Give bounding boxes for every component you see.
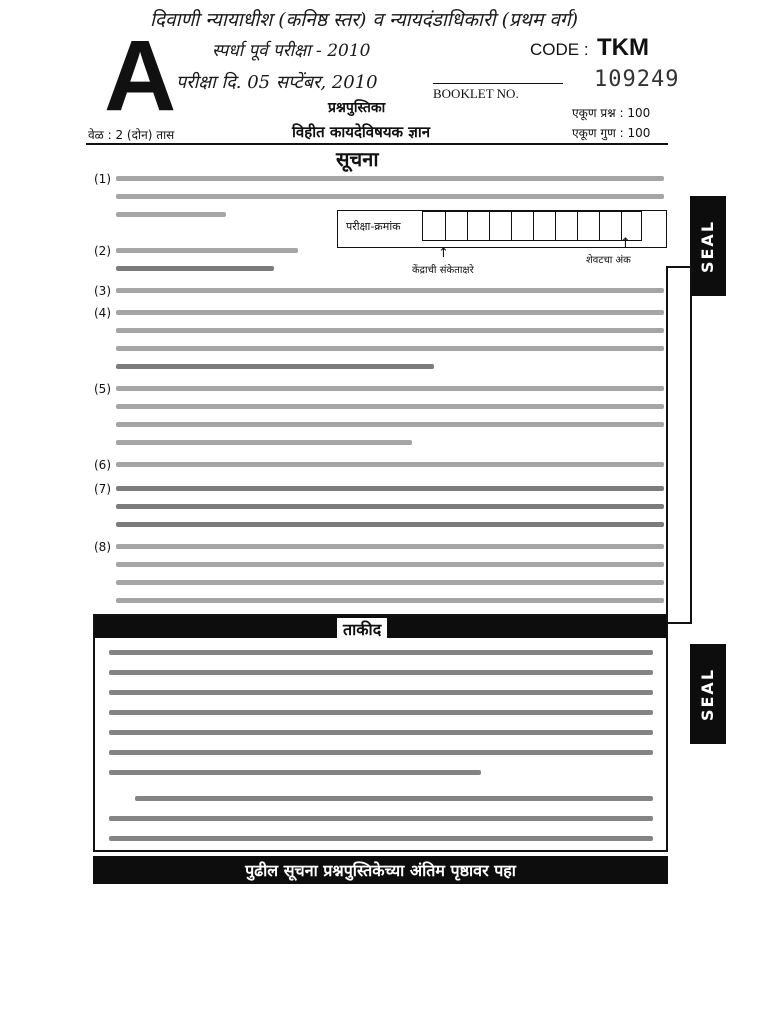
handwritten-exam-title: दिवाणी न्यायाधीश (कनिष्ठ स्तर) व न्यायदंडाधिकारी (प्रथम वर्ग) [150, 9, 579, 31]
seal-tab-bottom: SEAL [690, 644, 726, 744]
footer-banner-text: पुढील सूचना प्रश्नपुस्तिकेच्या अंतिम पृष्ठावर पहा [245, 861, 516, 880]
instruction-text-line [116, 404, 664, 409]
roll-number-grid[interactable] [422, 211, 642, 241]
instructions-heading: सूचना [336, 147, 379, 171]
total-marks: एकूण गुण : 100 [572, 126, 651, 140]
instruction-number: (4) [94, 306, 111, 320]
instruction-number: (3) [94, 284, 111, 298]
instruction-text-line [116, 364, 434, 369]
instruction-number: (2) [94, 244, 111, 258]
instruction-text-line [116, 176, 664, 181]
handwritten-exam-stage: स्पर्धा पूर्व परीक्षा - 2010 [212, 41, 371, 61]
instruction-text-line [116, 562, 664, 567]
warning-text-line [109, 836, 653, 841]
seal-instruction-strip [666, 266, 692, 624]
total-questions: एकूण प्रश्न : 100 [572, 106, 651, 120]
instruction-text-line [116, 580, 664, 585]
code-label: CODE : [530, 40, 589, 59]
instruction-text-line [116, 522, 664, 527]
instruction-text-line [116, 462, 664, 467]
center-code-label: केंद्राची संकेताक्षरे [412, 265, 474, 276]
footer-banner [93, 856, 668, 884]
warning-text-line [135, 796, 653, 801]
roll-number-label: परीक्षा-क्रमांक [346, 220, 401, 233]
instruction-text-line [116, 346, 664, 351]
roll-number-box[interactable] [337, 210, 667, 248]
instruction-number: (7) [94, 482, 111, 496]
handwritten-exam-date: परीक्षा दि. 05 सप्टेंबर, 2010 [176, 72, 378, 93]
warning-text-line [109, 670, 653, 675]
instruction-text-line [116, 266, 274, 271]
booklet-no-label: BOOKLET NO. [433, 83, 563, 102]
booklet-number: 109249 [594, 67, 680, 92]
code-value: TKM [597, 34, 649, 61]
seal-tab-top: SEAL [690, 196, 726, 296]
instruction-text-line [116, 310, 664, 315]
warning-text-line [109, 730, 653, 735]
warning-box [93, 614, 668, 852]
instruction-text-line [116, 248, 298, 253]
subject-title: विहीत कायदेविषयक ज्ञान [292, 123, 431, 141]
instruction-text-line [116, 288, 664, 293]
instruction-text-line [116, 504, 664, 509]
instruction-text-line [116, 386, 664, 391]
instruction-text-line [116, 598, 664, 603]
instruction-text-line [116, 440, 412, 445]
arrow-up-icon: ↑ [620, 236, 631, 251]
warning-heading: ताकीद [337, 618, 387, 640]
instruction-text-line [116, 422, 664, 427]
warning-text-line [109, 690, 653, 695]
instruction-number: (1) [94, 172, 111, 186]
instruction-text-line [116, 486, 664, 491]
instruction-text-line [116, 328, 664, 333]
arrow-up-icon: ↑ [438, 246, 449, 261]
duration: वेळ : 2 (दोन) तास [88, 128, 175, 142]
instruction-number: (8) [94, 540, 111, 554]
warning-text-line [109, 816, 653, 821]
warning-text-line [109, 750, 653, 755]
instruction-number: (6) [94, 458, 111, 472]
series-letter: A [104, 20, 177, 132]
instruction-text-line [116, 212, 226, 217]
warning-text-line [109, 710, 653, 715]
instruction-text-line [116, 194, 664, 199]
instruction-text-line [116, 544, 664, 549]
warning-text-line [109, 770, 481, 775]
instruction-number: (5) [94, 382, 111, 396]
last-digit-label: शेवटचा अंक [586, 255, 631, 266]
warning-text-line [109, 650, 653, 655]
booklet-title: प्रश्नपुस्तिका [328, 100, 386, 116]
